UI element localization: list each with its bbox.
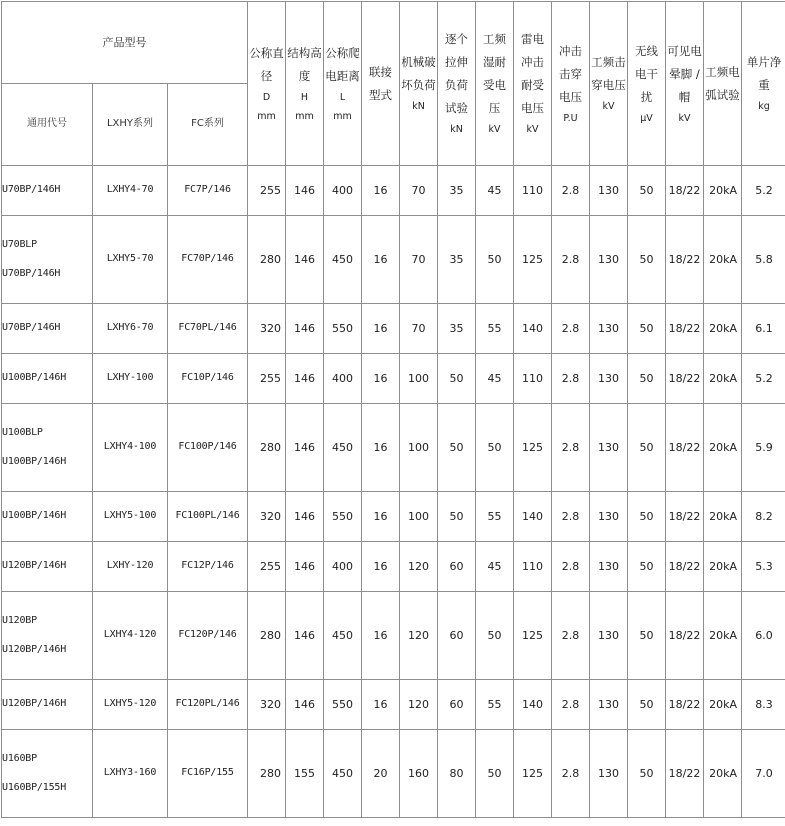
coupling-cell: 16: [362, 166, 400, 216]
mech-fail-cell: 100: [400, 492, 438, 542]
corona-cell: 18/22: [666, 592, 704, 680]
lxhy-series-cell: LXHY4-120: [93, 592, 168, 680]
tension-cell: 60: [438, 592, 476, 680]
height-cell: 146: [286, 592, 324, 680]
lxhy-series-cell: LXHY-120: [93, 542, 168, 592]
lxhy-series-cell: LXHY5-100: [93, 492, 168, 542]
header-line: 度: [286, 65, 323, 88]
lightning-cell: 125: [514, 404, 552, 492]
corona-cell: 18/22: [666, 304, 704, 354]
header-line: 湿耐: [476, 51, 513, 74]
table-row: [2, 404, 785, 492]
header-line: 试验: [438, 97, 475, 120]
diameter-cell: 280: [248, 404, 286, 492]
header-unit: kN: [438, 120, 475, 139]
header-unit: kV: [514, 120, 551, 139]
height-cell: 155: [286, 730, 324, 818]
height-cell: 146: [286, 492, 324, 542]
creepage-cell: 550: [324, 680, 362, 730]
radio-interference-cell: 50: [628, 216, 666, 304]
pf-wet-cell: 45: [476, 542, 514, 592]
general-code-cell: [2, 730, 93, 818]
fc-series-cell: FC120P/146: [168, 592, 248, 680]
tension-cell: 80: [438, 730, 476, 818]
radio-interference-cell: 50: [628, 592, 666, 680]
general-code-line: U70BLP: [2, 239, 92, 252]
header-line: 联接: [362, 61, 399, 84]
header-line: 逐个: [438, 28, 475, 51]
weight-header: [742, 2, 785, 166]
impulse-cell: 2.8: [552, 216, 590, 304]
height-cell: 146: [286, 304, 324, 354]
general-code-cell: U70BP/146H: [2, 304, 93, 354]
creepage-cell: 450: [324, 404, 362, 492]
product-model-header: 产品型号: [2, 2, 248, 84]
header-unit: mm: [248, 107, 285, 126]
mech-fail-cell: 120: [400, 680, 438, 730]
general-code-cell: [2, 592, 93, 680]
header-line: 帽: [666, 86, 703, 109]
lxhy-series-cell: LXHY5-70: [93, 216, 168, 304]
arc-test-cell: 20kA: [704, 404, 742, 492]
impulse-header: [552, 2, 590, 166]
lightning-header: [514, 2, 552, 166]
radio-interference-cell: 50: [628, 492, 666, 542]
coupling-header: [362, 2, 400, 166]
lightning-cell: 110: [514, 542, 552, 592]
pf-wet-cell: 45: [476, 354, 514, 404]
header-line: 拉伸: [438, 51, 475, 74]
general-code-cell: [2, 404, 93, 492]
header-line: 可见电: [666, 40, 703, 63]
header-line: 压: [476, 97, 513, 120]
height-cell: 146: [286, 166, 324, 216]
diameter-cell: 255: [248, 542, 286, 592]
height-cell: 146: [286, 680, 324, 730]
header-line: 重: [742, 74, 785, 97]
header-line: 公称爬: [324, 42, 361, 65]
mech-fail-cell: 70: [400, 216, 438, 304]
header-line: 负荷: [438, 74, 475, 97]
weight-cell: 6.0: [742, 592, 785, 680]
pf-wet-cell: 45: [476, 166, 514, 216]
general-code-line: U70BP/146H: [2, 268, 92, 281]
radio-interference-cell: 50: [628, 680, 666, 730]
general-code-cell: U120BP/146H: [2, 542, 93, 592]
pf-puncture-cell: 130: [590, 216, 628, 304]
general-code-line: U100BP/146H: [2, 456, 92, 469]
pf-puncture-cell: 130: [590, 304, 628, 354]
height-cell: 146: [286, 542, 324, 592]
weight-cell: 7.0: [742, 730, 785, 818]
weight-cell: 5.2: [742, 166, 785, 216]
corona-cell: 18/22: [666, 166, 704, 216]
header-unit: kN: [400, 97, 437, 116]
general-code-cell: U70BP/146H: [2, 166, 93, 216]
diameter-header: [248, 2, 286, 166]
coupling-cell: 16: [362, 680, 400, 730]
header-line: 电压: [514, 97, 551, 120]
mech-fail-cell: 70: [400, 304, 438, 354]
height-cell: 146: [286, 354, 324, 404]
table-row: [2, 592, 785, 680]
corona-header: [666, 2, 704, 166]
pf-puncture-cell: 130: [590, 592, 628, 680]
fc-series-cell: FC16P/155: [168, 730, 248, 818]
arc-test-cell: 20kA: [704, 304, 742, 354]
lightning-cell: 110: [514, 354, 552, 404]
corona-cell: 18/22: [666, 492, 704, 542]
height-cell: 146: [286, 404, 324, 492]
diameter-cell: 255: [248, 166, 286, 216]
general-code-header: 通用代号: [2, 84, 93, 166]
pf-puncture-cell: 130: [590, 730, 628, 818]
insulator-spec-table: [1, 1, 785, 818]
header-unit: mm: [324, 107, 361, 126]
creepage-cell: 450: [324, 592, 362, 680]
weight-cell: 5.8: [742, 216, 785, 304]
header-line: 工频击: [590, 51, 627, 74]
header-line: 雷电: [514, 28, 551, 51]
table-row: [2, 216, 785, 304]
impulse-cell: 2.8: [552, 404, 590, 492]
diameter-cell: 320: [248, 680, 286, 730]
header-unit: kV: [666, 109, 703, 128]
radio-interference-cell: 50: [628, 404, 666, 492]
radio-interference-cell: 50: [628, 304, 666, 354]
lxhy-series-cell: LXHY5-120: [93, 680, 168, 730]
lxhy-series-cell: LXHY4-100: [93, 404, 168, 492]
lxhy-series-cell: LXHY6-70: [93, 304, 168, 354]
header-symbol: H: [286, 88, 323, 107]
weight-cell: 6.1: [742, 304, 785, 354]
pf-puncture-cell: 130: [590, 354, 628, 404]
header-line: 电干: [628, 63, 665, 86]
tension-cell: 35: [438, 216, 476, 304]
header-line: 无线: [628, 40, 665, 63]
lightning-cell: 125: [514, 592, 552, 680]
corona-cell: 18/22: [666, 354, 704, 404]
fc-series-header: FC系列: [168, 84, 248, 166]
impulse-cell: 2.8: [552, 166, 590, 216]
mech-fail-cell: 160: [400, 730, 438, 818]
general-code-cell: U100BP/146H: [2, 492, 93, 542]
coupling-cell: 20: [362, 730, 400, 818]
spec-table-body: [2, 166, 785, 818]
arc-test-cell: 20kA: [704, 680, 742, 730]
lxhy-series-cell: LXHY3-160: [93, 730, 168, 818]
lightning-cell: 140: [514, 680, 552, 730]
header-line: 晕脚 /: [666, 63, 703, 86]
arc-test-cell: 20kA: [704, 216, 742, 304]
mech-fail-cell: 120: [400, 542, 438, 592]
header-unit: kV: [476, 120, 513, 139]
height-cell: 146: [286, 216, 324, 304]
header-unit: μV: [628, 109, 665, 128]
tension-cell: 35: [438, 166, 476, 216]
pf-puncture-cell: 130: [590, 542, 628, 592]
creepage-cell: 450: [324, 730, 362, 818]
creepage-cell: 400: [324, 166, 362, 216]
general-code-cell: U120BP/146H: [2, 680, 93, 730]
weight-cell: 5.9: [742, 404, 785, 492]
arc-test-cell: 20kA: [704, 542, 742, 592]
tension-cell: 50: [438, 404, 476, 492]
header-line: 冲击: [514, 51, 551, 74]
pf-wet-cell: 50: [476, 216, 514, 304]
arc-test-cell: 20kA: [704, 592, 742, 680]
header-line: 坏负荷: [400, 74, 437, 97]
mech-fail-cell: 100: [400, 354, 438, 404]
pf-wet-cell: 50: [476, 730, 514, 818]
impulse-cell: 2.8: [552, 354, 590, 404]
tension-cell: 60: [438, 542, 476, 592]
general-code-cell: [2, 216, 93, 304]
arc-test-cell: 20kA: [704, 730, 742, 818]
impulse-cell: 2.8: [552, 304, 590, 354]
header-line: 弧试验: [704, 84, 741, 107]
lightning-cell: 125: [514, 730, 552, 818]
header-unit: kg: [742, 97, 785, 116]
impulse-cell: 2.8: [552, 592, 590, 680]
lxhy-series-cell: LXHY-100: [93, 354, 168, 404]
impulse-cell: 2.8: [552, 730, 590, 818]
corona-cell: 18/22: [666, 730, 704, 818]
radio-interference-cell: 50: [628, 542, 666, 592]
pf-puncture-header: [590, 2, 628, 166]
pf-puncture-cell: 130: [590, 680, 628, 730]
header-line: 结构高: [286, 42, 323, 65]
radio-interference-header: [628, 2, 666, 166]
radio-interference-cell: 50: [628, 730, 666, 818]
header-line: 穿电压: [590, 74, 627, 97]
header-line: 工频: [476, 28, 513, 51]
header-line: 型式: [362, 84, 399, 107]
header-line: 受电: [476, 74, 513, 97]
header-line: 径: [248, 65, 285, 88]
header-line: 电距离: [324, 65, 361, 88]
general-code-line: U120BP: [2, 615, 92, 628]
general-code-cell: U100BP/146H: [2, 354, 93, 404]
pf-puncture-cell: 130: [590, 166, 628, 216]
tension-test-header: [438, 2, 476, 166]
coupling-cell: 16: [362, 216, 400, 304]
header-line: 公称直: [248, 42, 285, 65]
header-symbol: D: [248, 88, 285, 107]
impulse-cell: 2.8: [552, 680, 590, 730]
lightning-cell: 125: [514, 216, 552, 304]
creepage-cell: 400: [324, 542, 362, 592]
impulse-cell: 2.8: [552, 542, 590, 592]
weight-cell: 5.3: [742, 542, 785, 592]
header-line: 电压: [552, 86, 589, 109]
general-code-line: U160BP: [2, 753, 92, 766]
arc-test-cell: 20kA: [704, 166, 742, 216]
arc-test-cell: 20kA: [704, 492, 742, 542]
table-row: [2, 166, 785, 216]
fc-series-cell: FC12P/146: [168, 542, 248, 592]
header-row-1: [2, 2, 785, 84]
diameter-cell: 255: [248, 354, 286, 404]
header-unit: mm: [286, 107, 323, 126]
header-line: 机械破: [400, 51, 437, 74]
weight-cell: 8.3: [742, 680, 785, 730]
creepage-cell: 450: [324, 216, 362, 304]
creepage-cell: 550: [324, 304, 362, 354]
fc-series-cell: FC100P/146: [168, 404, 248, 492]
fc-series-cell: FC70P/146: [168, 216, 248, 304]
fc-series-cell: FC10P/146: [168, 354, 248, 404]
impulse-cell: 2.8: [552, 492, 590, 542]
lxhy-series-cell: LXHY4-70: [93, 166, 168, 216]
pf-wet-cell: 50: [476, 404, 514, 492]
header-line: 扰: [628, 86, 665, 109]
diameter-cell: 320: [248, 304, 286, 354]
pf-puncture-cell: 130: [590, 492, 628, 542]
table-row: [2, 304, 785, 354]
header-line: 击穿: [552, 63, 589, 86]
diameter-cell: 320: [248, 492, 286, 542]
general-code-line: U120BP/146H: [2, 644, 92, 657]
creepage-header: [324, 2, 362, 166]
radio-interference-cell: 50: [628, 166, 666, 216]
coupling-cell: 16: [362, 404, 400, 492]
table-row: [2, 492, 785, 542]
corona-cell: 18/22: [666, 404, 704, 492]
pf-puncture-cell: 130: [590, 404, 628, 492]
table-row: [2, 730, 785, 818]
pf-wet-cell: 55: [476, 304, 514, 354]
header-line: 耐受: [514, 74, 551, 97]
mech-fail-header: [400, 2, 438, 166]
table-row: [2, 354, 785, 404]
diameter-cell: 280: [248, 216, 286, 304]
tension-cell: 50: [438, 354, 476, 404]
header-line: 工频电: [704, 61, 741, 84]
corona-cell: 18/22: [666, 542, 704, 592]
diameter-cell: 280: [248, 592, 286, 680]
corona-cell: 18/22: [666, 216, 704, 304]
fc-series-cell: FC70PL/146: [168, 304, 248, 354]
coupling-cell: 16: [362, 542, 400, 592]
diameter-cell: 280: [248, 730, 286, 818]
creepage-cell: 550: [324, 492, 362, 542]
pf-wet-cell: 55: [476, 680, 514, 730]
lxhy-series-header: LXHY系列: [93, 84, 168, 166]
header-unit: kV: [590, 97, 627, 116]
coupling-cell: 16: [362, 304, 400, 354]
radio-interference-cell: 50: [628, 354, 666, 404]
arc-test-header: [704, 2, 742, 166]
pf-wet-cell: 50: [476, 592, 514, 680]
corona-cell: 18/22: [666, 680, 704, 730]
header-line: 冲击: [552, 40, 589, 63]
tension-cell: 35: [438, 304, 476, 354]
pf-wet-cell: 55: [476, 492, 514, 542]
lightning-cell: 140: [514, 304, 552, 354]
creepage-cell: 400: [324, 354, 362, 404]
mech-fail-cell: 120: [400, 592, 438, 680]
height-header: [286, 2, 324, 166]
general-code-line: U160BP/155H: [2, 782, 92, 795]
coupling-cell: 16: [362, 492, 400, 542]
weight-cell: 5.2: [742, 354, 785, 404]
fc-series-cell: FC120PL/146: [168, 680, 248, 730]
fc-series-cell: FC100PL/146: [168, 492, 248, 542]
mech-fail-cell: 70: [400, 166, 438, 216]
arc-test-cell: 20kA: [704, 354, 742, 404]
lightning-cell: 140: [514, 492, 552, 542]
mech-fail-cell: 100: [400, 404, 438, 492]
table-row: [2, 542, 785, 592]
general-code-line: U100BLP: [2, 427, 92, 440]
pf-wet-header: [476, 2, 514, 166]
table-row: [2, 680, 785, 730]
header-symbol: L: [324, 88, 361, 107]
fc-series-cell: FC7P/146: [168, 166, 248, 216]
tension-cell: 60: [438, 680, 476, 730]
header-line: 单片净: [742, 51, 785, 74]
coupling-cell: 16: [362, 592, 400, 680]
lightning-cell: 110: [514, 166, 552, 216]
weight-cell: 8.2: [742, 492, 785, 542]
coupling-cell: 16: [362, 354, 400, 404]
header-unit: P.U: [552, 109, 589, 128]
tension-cell: 50: [438, 492, 476, 542]
